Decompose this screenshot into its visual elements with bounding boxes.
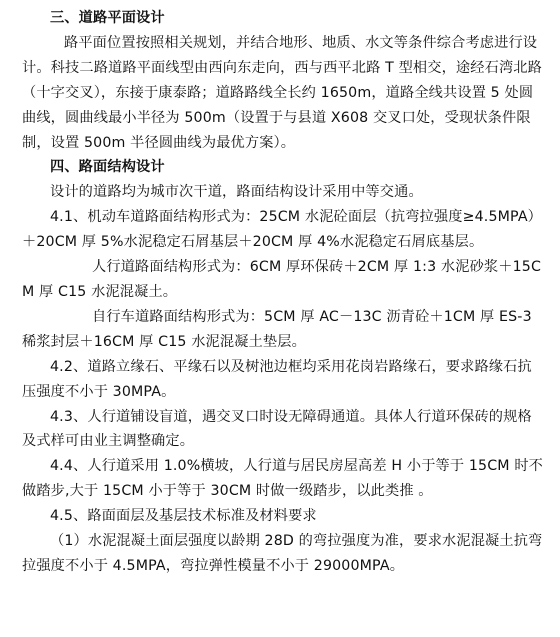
body-paragraph: 路平面位置按照相关规划，并结合地形、地质、水文等条件综合考虑进行设计。科技二路道路平面线型由西向东走向，西与西平北路 T 型相交，途经石湾北路（十字交叉），东接于康泰路；道路路线全长约 1650m，道路全线共设置 5 处圆曲线，圆曲线最小半径为 500m（设置于与县道 X608 交叉口处，受现状条件限制，设置 500m 半径圆曲线为最优方案）。 — [22, 34, 542, 151]
body-paragraph: 4.2、道路立缘石、平缘石以及树池边框均采用花岗岩路缘石，要求路缘石抗压强度不小于 30MPA。 — [22, 358, 532, 400]
body-paragraph: 4.1、机动车道路面结构形式为：25CM 水泥砼面层（抗弯拉强度≥4.5MPA）＋20CM 厚 5%水泥稳定石屑基层＋20CM 厚 4%水泥稳定石屑底基层。 — [22, 209, 543, 251]
body-paragraph: 设计的道路均为城市次干道，路面结构设计采用中等交通。 — [50, 184, 423, 201]
body-paragraph: 人行道路面结构形式为：6CM 厚环保砖＋2CM 厚 1:3 水泥砂浆＋15CM 厚 C15 水泥混凝土。 — [22, 259, 542, 300]
body-paragraph: 4.5、路面面层及基层技术标准及材料要求 — [50, 508, 317, 525]
body-paragraph: 自行车道路面结构形式为：5CM 厚 AC－13C 沥青砼＋1CM 厚 ES-3 稀浆封层＋16CM 厚 C15 水泥混凝土垫层。 — [22, 308, 532, 350]
section-heading: 三、道路平面设计 — [50, 10, 165, 26]
body-paragraph: 4.3、人行道铺设盲道，遇交叉口时设无障碍通道。具体人行道环保砖的规格及式样可由业主调整确定。 — [22, 408, 532, 450]
body-paragraph: 4.4、人行道采用 1.0%横坡，人行道与居民房屋高差 H 小于等于 15CM 时不做踏步,大于 15CM 小于等于 30CM 时做一级踏步，以此类推 。 — [22, 458, 544, 500]
section-heading: 四、路面结构设计 — [50, 159, 165, 176]
body-paragraph: （1）水泥混凝土面层强度以龄期 28D 的弯拉强度为准，要求水泥混凝土抗弯拉强度不小于 4.5MPA，弯拉弹性模量不小于 29000MPA。 — [22, 533, 543, 574]
